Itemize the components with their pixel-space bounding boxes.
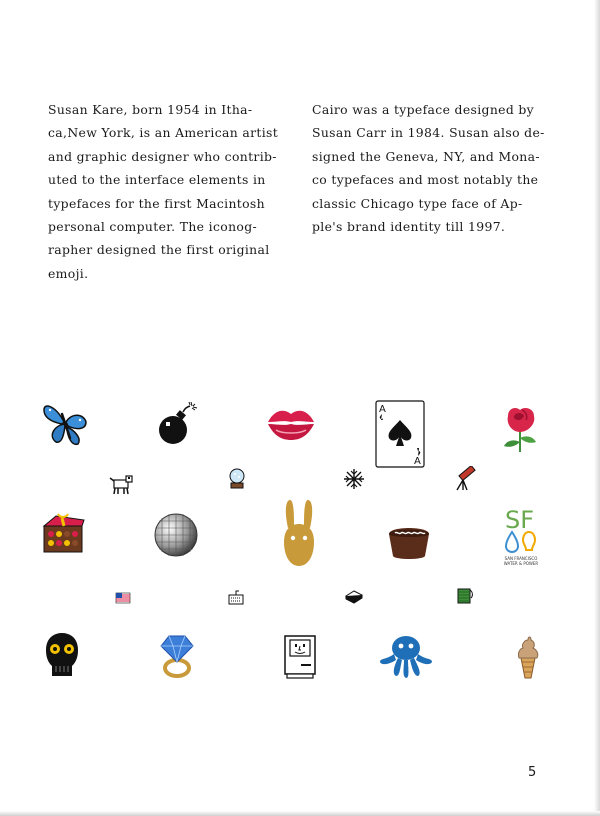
spool-icon — [455, 586, 475, 606]
text-line: personal computer. The iconog- — [48, 219, 258, 235]
text-line: and graphic designer who contrib- — [48, 148, 277, 164]
disco-ball-icon — [153, 512, 199, 558]
sf-logo-letters: SF — [505, 506, 535, 534]
card-rank-top: A — [379, 404, 386, 415]
rose-icon — [500, 404, 542, 454]
text-line: ca,New York, is an American artist — [48, 125, 279, 141]
skull-icon — [44, 632, 80, 678]
page-edge-shadow — [594, 0, 600, 816]
text-line: signed the Geneva, NY, and Mona- — [312, 148, 540, 164]
page-number: 5 — [528, 765, 537, 780]
sf-logo-caption-2: WATER & POWER — [503, 561, 539, 566]
keyboard-icon — [228, 590, 244, 606]
text-line: classic Chicago type face of Ap- — [312, 195, 523, 211]
ring-icon — [155, 632, 195, 678]
chocolate-box-icon — [42, 512, 86, 556]
ace-of-spades-icon — [375, 400, 425, 468]
bunny-icon — [280, 498, 318, 568]
telescope-icon — [453, 466, 477, 492]
dog-icon — [108, 472, 134, 496]
flag-icon — [115, 592, 131, 606]
lips-icon — [266, 406, 316, 442]
snowflake-icon — [343, 468, 365, 490]
sandwich-icon — [344, 590, 364, 604]
ice-cream-icon — [513, 634, 543, 680]
macintosh-icon — [283, 634, 317, 680]
snow-globe-icon — [228, 468, 246, 490]
sf-logo-caption-1: SAN FRANCISCO — [504, 556, 538, 561]
butterfly-icon — [42, 400, 88, 446]
sf-water-power-logo — [500, 504, 542, 568]
cupcake-icon — [385, 520, 433, 560]
bomb-icon — [155, 400, 201, 446]
left-column-text — [48, 98, 288, 285]
right-column-text — [312, 98, 552, 238]
text-line: Susan Kare, born 1954 in Itha- — [48, 102, 253, 117]
text-line: uted to the interface elements in — [48, 172, 266, 188]
octopus-icon — [378, 632, 434, 680]
text-line: Cairo was a typeface designed by — [312, 102, 535, 117]
text-line: Susan Carr in 1984. Susan also de- — [312, 125, 545, 141]
card-rank-bottom: A — [414, 456, 421, 467]
page-edge-shadow — [0, 811, 600, 816]
text-line: rapher designed the first original — [48, 242, 270, 258]
text-line: emoji. — [48, 265, 89, 281]
text-line: ple's brand identity till 1997. — [312, 219, 506, 235]
text-line: typefaces for the first Macintosh — [48, 195, 265, 211]
text-line: co typefaces and most notably the — [312, 172, 539, 188]
